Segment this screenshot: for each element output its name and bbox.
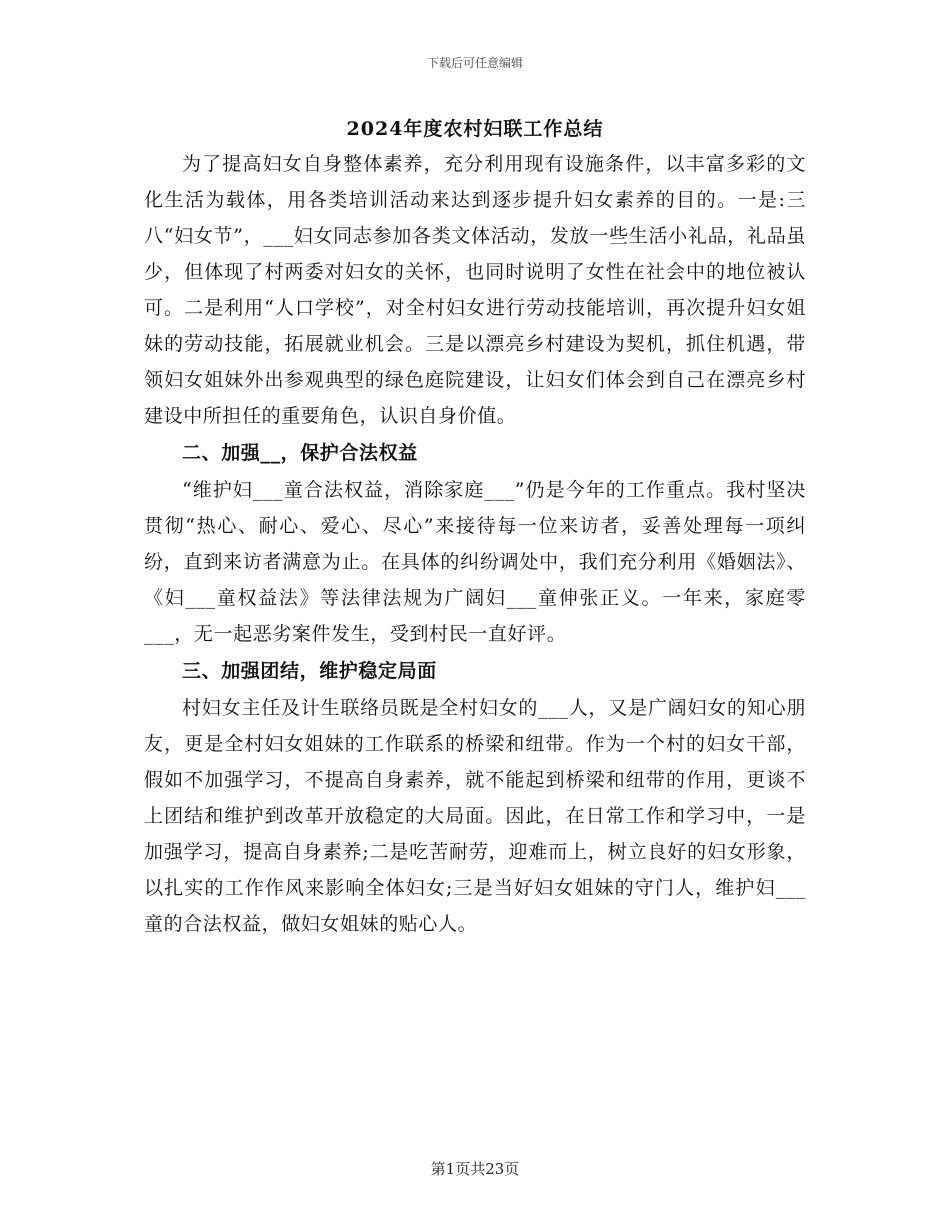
paragraph-intro: 为了提高妇女自身整体素养，充分利用现有设施条件，以丰富多彩的文化生活为载体，用各类培训活动来达到逐步提升妇女素养的目的。一是:三八“妇女节”，___妇女同志参加各类文体活动，发放一些生活小礼品，礼品虽少，但体现了村两委对妇女的关怀，也同时说明了女性在社会中的地位被认可。二是利用“人口学校”，对全村妇女进行劳动技能培训，再次提升妇女姐妹的劳动技能，拓展就业机会。三是以漂亮乡村建设为契机，抓住机遇，带领妇女姐妹外出参观典型的绿色庭院建设，让妇女们体会到自己在漂亮乡村建设中所担任的重要角色，认识自身价值。 (144, 153, 806, 427)
section-heading-3: 三、加强团结，维护稳定局面 (182, 660, 437, 682)
paragraph-section-2: “维护妇___童合法权益，消除家庭___”仍是今年的工作重点。我村坚决贯彻“热心、耐心、爱心、尽心”来接待每一位来访者，妥善处理每一项纠纷，直到来访者满意为止。在具体的纠纷调处中，我们充分利用《婚姻法》、《妇___童权益法》等法律法规为广阔妇___童伸张正义。一年来，家庭零___，无一起恶劣案件发生，受到村民一直好评。 (144, 479, 806, 645)
page-header: 下载后可任意编辑 (426, 56, 523, 70)
section-heading-2: 二、加强__，保护合法权益 (182, 442, 418, 464)
document-title: 2024年度农村妇联工作总结 (346, 118, 604, 140)
page-footer: 第1页共23页 (430, 1160, 520, 1178)
document-body (144, 146, 806, 942)
paragraph-section-3: 村妇女主任及计生联络员既是全村妇女的___人，又是广阔妇女的知心朋友，更是全村妇女姐妹的工作联系的桥梁和纽带。作为一个村的妇女干部，假如不加强学习，不提高自身素养，就不能起到桥梁和纽带的作用，更谈不上团结和维护到改革开放稳定的大局面。因此，在日常工作和学习中，一是加强学习，提高自身素养;二是吃苦耐劳，迎难而上，树立良好的妇女形象，以扎实的工作作风来影响全体妇女;三是当好妇女姐妹的守门人，维护妇___童的合法权益，做妇女姐妹的贴心人。 (144, 697, 806, 935)
